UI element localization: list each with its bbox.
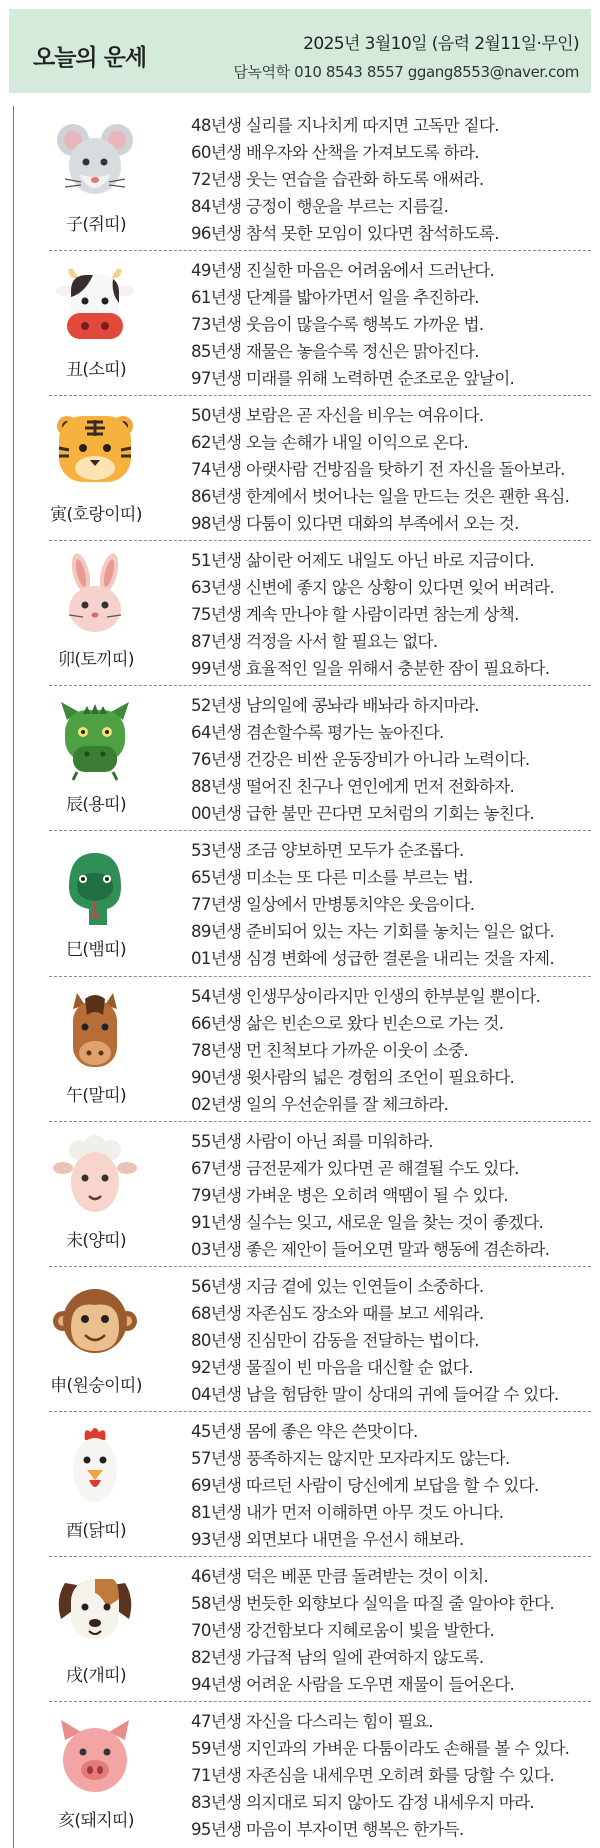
fortune-line: 54년생 인생무상이라지만 인생의 한부분일 뿐이다. <box>191 986 541 1006</box>
fortune-line: 82년생 가급적 남의 일에 관여하지 않도록. <box>191 1647 484 1667</box>
dog-icon <box>53 1569 137 1653</box>
fortune-lines <box>191 983 585 1118</box>
fortune-line: 04년생 남을 험담한 말이 상대의 귀에 들어갈 수 있다. <box>191 1384 559 1404</box>
dragon-icon <box>53 698 137 782</box>
fortune-lines <box>191 112 585 247</box>
zodiac-name: 戌(개띠) <box>65 1665 127 1686</box>
zodiac-row-sheep <box>9 1122 591 1267</box>
fortune-lines <box>191 547 585 682</box>
zodiac-row-rooster <box>9 1412 591 1557</box>
fortune-line: 79년생 가벼운 병은 오히려 액땜이 될 수 있다. <box>191 1185 508 1205</box>
header-contact: 담녹역학 010 8543 8557 ggang8553@naver.com <box>233 63 579 81</box>
fortune-line: 53년생 조금 양보하면 모두가 순조롭다. <box>191 841 464 861</box>
header-date: 2025년 3월10일 (음력 2월11일·무인) <box>303 34 579 54</box>
zodiac-name: 丑(소띠) <box>65 360 127 381</box>
fortune-line: 93년생 외면보다 내면을 우선시 해보라. <box>191 1529 464 1549</box>
fortune-line: 72년생 웃는 연습을 습관화 하도록 애써라. <box>191 170 484 189</box>
fortune-line: 56년생 지금 곁에 있는 인연들이 소중하다. <box>191 1276 484 1296</box>
zodiac-name: 午(말띠) <box>65 1085 127 1106</box>
fortune-line: 59년생 지인과의 가벼운 다툼이라도 손해를 볼 수 있다. <box>191 1739 570 1759</box>
rat-icon <box>53 118 137 202</box>
fortune-line: 66년생 삶은 빈손으로 왔다 빈손으로 가는 것. <box>191 1013 504 1033</box>
fortune-lines <box>191 837 585 972</box>
zodiac-list <box>9 106 591 1848</box>
zodiac-name: 卯(토끼띠) <box>58 650 134 671</box>
fortune-lines <box>191 1563 585 1698</box>
fortune-line: 71년생 자존심을 내세우면 오히려 화를 당할 수 있다. <box>191 1766 554 1786</box>
zodiac-name: 酉(닭띠) <box>65 1520 127 1541</box>
fortune-line: 63년생 신변에 좋지 않은 상황이 있다면 잊어 버려라. <box>191 578 554 598</box>
zodiac-row-dog <box>9 1557 591 1702</box>
fortune-line: 98년생 다툼이 있다면 대화의 부족에서 오는 것. <box>191 514 519 534</box>
fortune-line: 92년생 물질이 빈 마음을 대신할 순 없다. <box>191 1357 473 1377</box>
fortune-line: 85년생 재물은 놓을수록 정신은 맑아진다. <box>191 342 479 362</box>
fortune-line: 96년생 참석 못한 모임이 있다면 참석하도록. <box>191 224 499 243</box>
fortune-lines <box>191 1128 585 1263</box>
fortune-line: 75년생 계속 만나야 할 사람이라면 참는게 상책. <box>191 605 519 625</box>
fortune-line: 81년생 내가 먼저 이해하면 아무 것도 아니다. <box>191 1502 504 1522</box>
fortune-line: 76년생 건강은 비싼 운동장비가 아니라 노력이다. <box>191 750 530 770</box>
sheep-icon <box>53 1134 137 1218</box>
fortune-lines <box>191 402 585 537</box>
zodiac-row-rabbit <box>9 541 591 686</box>
horse-icon <box>53 989 137 1073</box>
tiger-icon <box>53 408 137 492</box>
fortune-line: 03년생 좋은 제안이 들어오면 말과 행동에 겸손하라. <box>191 1239 550 1259</box>
fortune-line: 62년생 오늘 손해가 내일 이익으로 온다. <box>191 433 469 453</box>
pig-icon <box>53 1714 137 1798</box>
fortune-line: 51년생 삶이란 어제도 내일도 아닌 바로 지금이다. <box>191 551 534 571</box>
fortune-line: 86년생 한계에서 벗어나는 일을 만드는 것은 괜한 욕심. <box>191 487 570 507</box>
zodiac-row-snake <box>9 831 591 976</box>
fortune-line: 61년생 단계를 밟아가면서 일을 추진하라. <box>191 288 479 308</box>
zodiac-row-pig <box>9 1702 591 1848</box>
fortune-lines <box>191 1273 585 1408</box>
fortune-line: 95년생 마음이 부자이면 행복은 한가득. <box>191 1820 464 1840</box>
fortune-line: 69년생 따르던 사람이 당신에게 보답을 할 수 있다. <box>191 1475 539 1495</box>
fortune-line: 01년생 심경 변화에 성급한 결론을 내리는 것을 자제. <box>191 949 554 969</box>
fortune-line: 94년생 어려운 사람을 도우면 재물이 들어온다. <box>191 1674 515 1694</box>
page-title: 오늘의 운세 <box>33 45 147 71</box>
fortune-line: 97년생 미래를 위해 노력하면 순조로운 앞날이. <box>191 369 515 389</box>
fortune-line: 80년생 진심만이 감동을 전달하는 법이다. <box>191 1330 479 1350</box>
monkey-icon <box>53 1279 137 1363</box>
fortune-line: 58년생 번듯한 외향보다 실익을 따질 줄 알아야 한다. <box>191 1593 554 1613</box>
fortune-line: 47년생 자신을 다스리는 힘이 필요. <box>191 1712 433 1732</box>
fortune-line: 57년생 풍족하지는 않지만 모자라지도 않는다. <box>191 1448 510 1468</box>
zodiac-name: 巳(뱀띠) <box>65 940 127 961</box>
zodiac-name: 申(원숭이띠) <box>50 1375 142 1396</box>
zodiac-name: 寅(호랑이띠) <box>50 505 142 526</box>
zodiac-row-monkey <box>9 1267 591 1412</box>
fortune-line: 91년생 실수는 잊고, 새로운 일을 찾는 것이 좋겠다. <box>191 1212 544 1232</box>
fortune-line: 67년생 금전문제가 있다면 곧 해결될 수도 있다. <box>191 1158 519 1178</box>
snake-icon <box>53 843 137 927</box>
fortune-line: 46년생 덕은 베푼 만큼 돌려받는 것이 이치. <box>191 1566 489 1586</box>
fortune-line: 45년생 몸에 좋은 약은 쓴맛이다. <box>191 1421 418 1441</box>
fortune-line: 73년생 웃음이 많을수록 행복도 가까운 법. <box>191 315 484 335</box>
fortune-line: 78년생 먼 친척보다 가까운 이웃이 소중. <box>191 1040 469 1060</box>
zodiac-name: 亥(돼지띠) <box>58 1811 134 1832</box>
zodiac-name: 未(양띠) <box>65 1230 127 1251</box>
fortune-line: 70년생 강건함보다 지혜로움이 빛을 발한다. <box>191 1620 495 1640</box>
zodiac-name: 辰(용띠) <box>65 795 127 816</box>
zodiac-row-tiger <box>9 396 591 541</box>
fortune-line: 90년생 윗사람의 넓은 경험의 조언이 필요하다. <box>191 1067 515 1087</box>
fortune-line: 48년생 실리를 지나치게 따지면 고독만 짙다. <box>191 116 499 135</box>
fortune-line: 74년생 아랫사람 건방짐을 탓하기 전 자신을 돌아보라. <box>191 460 565 480</box>
fortune-line: 00년생 급한 불만 끈다면 모처럼의 기회는 놓친다. <box>191 804 534 824</box>
fortune-line: 64년생 겸손할수록 평가는 높아진다. <box>191 723 444 743</box>
fortune-line: 49년생 진실한 마음은 어려움에서 드러난다. <box>191 261 495 281</box>
zodiac-row-horse <box>9 977 591 1122</box>
fortune-line: 84년생 긍정이 행운을 부르는 지름길. <box>191 197 449 216</box>
fortune-line: 50년생 보람은 곧 자신을 비우는 여유이다. <box>191 406 484 426</box>
fortune-line: 68년생 자존심도 장소와 때를 보고 세워라. <box>191 1303 484 1323</box>
fortune-line: 88년생 떨어진 친구나 연인에게 먼저 전화하자. <box>191 777 515 797</box>
fortune-line: 87년생 걱정을 사서 할 필요는 없다. <box>191 632 438 652</box>
fortune-page <box>0 9 600 1848</box>
zodiac-row-dragon <box>9 686 591 831</box>
cow-icon <box>53 263 137 347</box>
fortune-line: 83년생 의지대로 되지 않아도 감정 내세우지 마라. <box>191 1793 534 1813</box>
rabbit-icon <box>53 553 137 637</box>
fortune-line: 77년생 일상에서 만병통치약은 웃음이다. <box>191 895 475 915</box>
fortune-line: 65년생 미소는 또 다른 미소를 부르는 법. <box>191 868 473 888</box>
zodiac-row-rat <box>9 106 591 251</box>
fortune-line: 52년생 남의일에 콩놔라 배놔라 하지마라. <box>191 696 479 716</box>
fortune-line: 89년생 준비되어 있는 자는 기회를 놓치는 일은 없다. <box>191 922 554 942</box>
header <box>9 9 591 93</box>
fortune-line: 02년생 일의 우선순위를 잘 체크하라. <box>191 1094 449 1114</box>
zodiac-row-cow <box>9 251 591 396</box>
fortune-line: 99년생 효율적인 일을 위해서 충분한 잠이 필요하다. <box>191 659 550 679</box>
fortune-lines <box>191 692 585 827</box>
fortune-lines <box>191 1418 585 1553</box>
zodiac-name: 子(쥐띠) <box>65 215 127 235</box>
fortune-line: 55년생 사람이 아닌 죄를 미워하라. <box>191 1131 433 1151</box>
fortune-line: 60년생 배우자와 산책을 가져보도록 하라. <box>191 143 479 162</box>
fortune-lines <box>191 1708 585 1843</box>
fortune-lines <box>191 257 585 392</box>
rooster-icon <box>53 1424 137 1508</box>
